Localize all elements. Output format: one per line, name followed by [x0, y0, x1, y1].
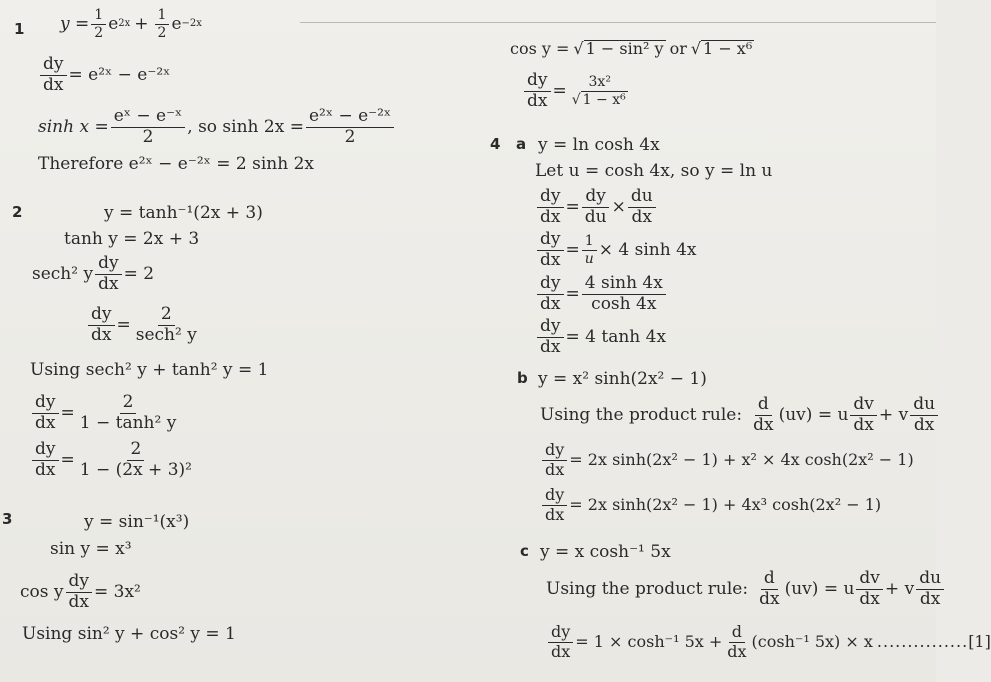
q2-line-2: tanh y = 2x + 3: [64, 229, 200, 249]
q3-line-1: y = sin⁻¹(x³): [84, 512, 190, 532]
dy-du-fraction: $\frac{dy}{du}$: [582, 188, 610, 227]
q4a-line-6: $\frac{dy}{dx}$ = 4 tanh 4x: [535, 318, 666, 357]
part-label-c: c: [520, 542, 529, 560]
q2-line-7: $\frac{dy}{dx}$ = $\frac{2}{\text{1 − (2x + 3)²}}$: [30, 441, 197, 480]
q2-line-3: sech² y $\frac{dy}{dx}$ = 2: [32, 253, 155, 294]
q2-frac-7: $\frac{2}{\text{1 − (2x + 3)²}}$: [79, 439, 192, 480]
dv-dx-fraction: $\frac{dv}{dx}$: [850, 396, 877, 435]
q3-result: $\frac{dy}{dx}$ = $\frac{\text{3x²}}{\text{√ 1 − x⁶}}$: [522, 72, 633, 111]
q1-half-a: $\frac{1}{2}$: [91, 8, 106, 40]
q4a-line-1: y = ln cosh 4x: [538, 135, 660, 155]
q1-lhs: y =: [60, 13, 90, 34]
q2-line-4: $\frac{dy}{dx}$ = $\frac{2}{\text{sech² y}}$: [86, 306, 202, 345]
q3-result-fraction: $\frac{\text{3x²}}{\text{√ 1 − x⁶}}$: [571, 74, 626, 108]
q3-line-2: sin y = x³: [50, 539, 132, 559]
q1-sinh-fraction: $\frac{\text{eˣ − e⁻ˣ}}{2}$: [111, 108, 186, 147]
q4a-line-4: $\frac{dy}{dx}$ = $\frac{1}{u}$ × 4 sinh 4x: [535, 231, 697, 270]
dy-dx-fraction: $\frac{dy}{dx}$: [88, 306, 115, 345]
dy-dx-fraction: $\frac{dy}{dx}$: [542, 487, 567, 524]
d-dx-fraction: $\frac{d}{dx}$: [727, 622, 747, 661]
d-dx-fraction: $\frac{d}{dx}$: [759, 568, 780, 609]
du-dx-fraction: $\frac{du}{dx}$: [628, 188, 656, 227]
question-number-2: 2: [12, 203, 23, 221]
q1-half-b: $\frac{1}{2}$: [155, 8, 170, 40]
q1-therefore: Therefore e²ˣ − e⁻²ˣ = 2 sinh 2x: [38, 154, 314, 174]
q4c-line-1: y = x cosh⁻¹ 5x: [540, 542, 671, 562]
q4b-product-rule: Using the product rule: $\frac{d}{dx}$ (uv) = u $\frac{dv}{dx}$ + v $\frac{du}{dx}$: [540, 396, 940, 435]
q4a-frac-5: $\frac{4 \sinh 4x}{\cosh 4x}$: [582, 275, 666, 314]
question-number-1: 1: [14, 20, 25, 38]
dy-dx-fraction: $\frac{dy}{dx}$: [537, 231, 564, 270]
q1-line-1: y = $\frac{1}{2}$ e 2x + $\frac{1}{2}$ e −2x: [60, 7, 202, 41]
q1-line-2: $\frac{dy}{dx}$ = e²ˣ − e⁻²ˣ: [38, 56, 170, 95]
d-dx-fraction: $\frac{d}{dx}$: [753, 394, 774, 435]
answer-dots: ...............: [876, 632, 969, 652]
q1-line-3: sinh x = $\frac{\text{eˣ − e⁻ˣ}}{2}$ , so sinh 2x = $\frac{\text{e²ˣ − e⁻²ˣ}}{2}$: [38, 108, 396, 147]
q2-frac-4: $\frac{2}{\text{sech² y}}$: [135, 304, 197, 345]
q4a-line-2: Let u = cosh 4x, so y = ln u: [535, 161, 773, 181]
q4b-line-1: y = x² sinh(2x² − 1): [538, 369, 707, 389]
dv-dx-fraction: $\frac{dv}{dx}$: [856, 570, 883, 609]
q4a-chain-rule: $\frac{dy}{dx}$ = $\frac{dy}{du}$ × $\frac{du}{dx}$: [535, 188, 658, 227]
dy-dx-fraction: $\frac{dy}{dx}$: [95, 255, 122, 294]
header-rule: [300, 22, 936, 23]
dy-dx-fraction: $\frac{dy}{dx}$: [524, 72, 551, 111]
dy-dx-fraction: $\frac{dy}{dx}$: [537, 188, 564, 227]
dy-dx-fraction: $\frac{dy}{dx}$: [548, 624, 573, 661]
q4b-line-3: $\frac{dy}{dx}$ = 2x sinh(2x² − 1) + x² × 4x cosh(2x² − 1): [540, 442, 914, 479]
du-dx-fraction: $\frac{du}{dx}$: [910, 396, 938, 435]
question-number-3: 3: [2, 510, 13, 528]
dy-dx-fraction: $\frac{dy}{dx}$: [32, 441, 59, 480]
dy-dx-fraction: $\frac{dy}{dx}$: [40, 56, 67, 95]
dy-dx-fraction: $\frac{dy}{dx}$: [542, 442, 567, 479]
q4b-line-4: $\frac{dy}{dx}$ = 2x sinh(2x² − 1) + 4x³ cosh(2x² − 1): [540, 487, 881, 524]
du-dx-fraction: $\frac{du}{dx}$: [916, 570, 944, 609]
dy-dx-fraction: $\frac{dy}{dx}$: [537, 318, 564, 357]
question-number-4: 4: [490, 135, 501, 153]
q4a-line-5: $\frac{dy}{dx}$ = $\frac{4 \sinh 4x}{\cosh 4x}$: [535, 275, 668, 314]
q4c-product-rule: Using the product rule: $\frac{d}{dx}$ (uv) = u $\frac{dv}{dx}$ + v $\frac{du}{dx}$: [546, 570, 946, 609]
dy-dx-fraction: $\frac{dy}{dx}$: [66, 573, 93, 612]
q2-line-1: y = tanh⁻¹(2x + 3): [104, 203, 263, 223]
q1-sinh2-fraction: $\frac{\text{e²ˣ − e⁻²ˣ}}{2}$: [306, 108, 394, 147]
dy-dx-fraction: $\frac{dy}{dx}$: [537, 275, 564, 314]
dy-dx-fraction: $\frac{dy}{dx}$: [32, 394, 59, 433]
q3-cos-line: cos y = √ 1 − sin² y or √ 1 − x⁶: [510, 38, 753, 58]
q3-using: Using sin² y + cos² y = 1: [22, 624, 236, 644]
q2-frac-6: $\frac{2}{\text{1 − tanh² y}}$: [79, 392, 177, 433]
one-over-u: $\frac{1}{u}$: [582, 234, 597, 266]
q4c-line-3: $\frac{dy}{dx}$ = 1 × cosh⁻¹ 5x + $\frac{d}{dx}$ (cosh⁻¹ 5x) × x ............... [1]: [546, 624, 991, 661]
part-label-b: b: [517, 369, 528, 387]
mark-label: [1]: [968, 632, 991, 652]
q2-using: Using sech² y + tanh² y = 1: [30, 360, 269, 380]
part-label-a: a: [516, 135, 527, 153]
q2-line-6: $\frac{dy}{dx}$ = $\frac{2}{\text{1 − tanh² y}}$: [30, 394, 181, 433]
q3-line-3: cos y $\frac{dy}{dx}$ = 3x²: [20, 571, 141, 612]
